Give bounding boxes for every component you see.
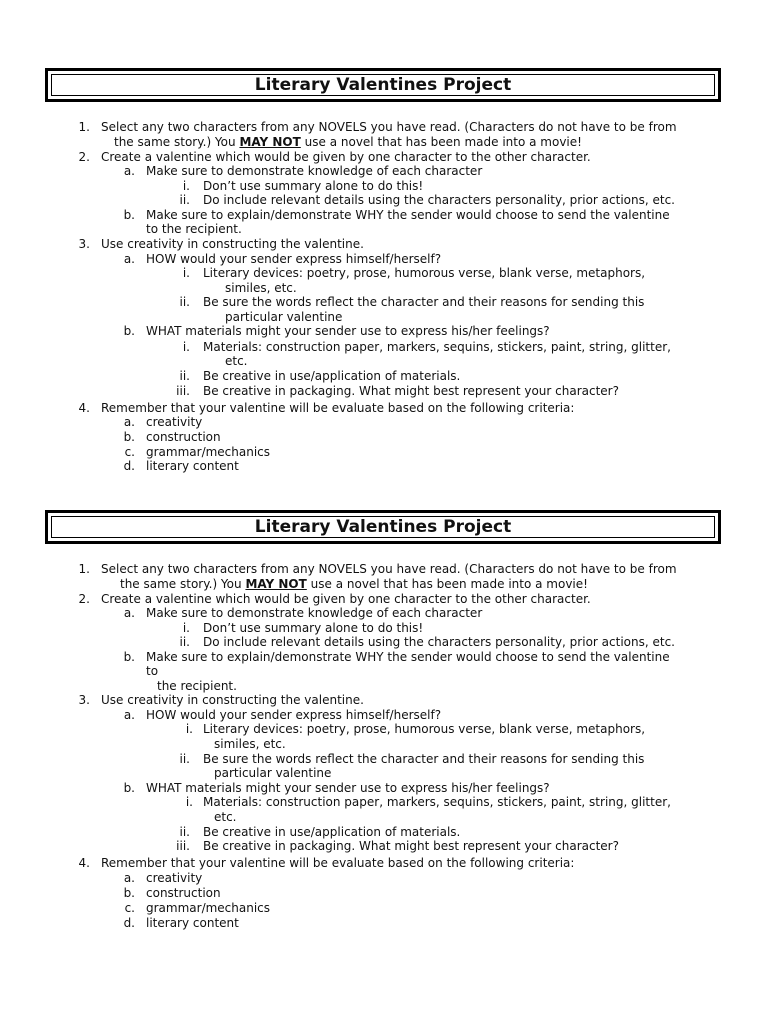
item-3b-text: WHAT materials might your sender use to express his/her feelings? [146, 781, 550, 795]
item-4d-number: d. [123, 459, 135, 473]
item-4d-text: literary content [146, 459, 239, 473]
item-3ai-continuation: similes, etc. [214, 737, 286, 751]
item-2ai-text: Don’t use summary alone to do this! [203, 179, 424, 193]
item-2b-number: b. [123, 650, 135, 664]
may-not-emphasis: MAY NOT [239, 135, 301, 149]
item-2b-text: Make sure to explain/demonstrate WHY the sender would choose to send the valentine [146, 650, 670, 664]
item-3bii-text: Be creative in use/application of materials. [203, 369, 461, 383]
item-3bi-text: Materials: construction paper, markers, sequins, stickers, paint, string, glitter, [203, 795, 671, 809]
item-4-number: 4. [78, 401, 90, 415]
item-3-text: Use creativity in constructing the valentine. [101, 237, 364, 251]
item-3biii-text: Be creative in packaging. What might best represent your character? [203, 384, 619, 398]
item-4c-number: c. [124, 901, 135, 915]
item-3a-number: a. [123, 252, 135, 266]
title-box-2 [45, 510, 721, 544]
item-3b-number: b. [123, 324, 135, 338]
item-3aii-number: ii. [179, 752, 190, 766]
item-3ai-text: Literary devices: poetry, prose, humorous verse, blank verse, metaphors, [203, 722, 646, 736]
item-2a-text: Make sure to demonstrate knowledge of each character [146, 164, 483, 178]
item-4c-text: grammar/mechanics [146, 901, 271, 915]
item-4-text: Remember that your valentine will be evaluate based on the following criteria: [101, 856, 575, 870]
item-1-text: Select any two characters from any NOVELS you have read. (Characters do not have to be from [101, 562, 677, 576]
item-2b-continuation: to the recipient. [146, 222, 242, 236]
item-3bi-continuation: etc. [225, 354, 248, 368]
item-3aii-number: ii. [179, 295, 190, 309]
item-2a-number: a. [123, 606, 135, 620]
item-3aii-continuation: particular valentine [214, 766, 332, 780]
item-4-number: 4. [78, 856, 90, 870]
item-3ai-number: i. [185, 722, 193, 736]
item-2ai-number: i. [182, 179, 190, 193]
may-not-emphasis: MAY NOT [245, 577, 307, 591]
item-3-number: 3. [78, 237, 90, 251]
item-3ai-text: Literary devices: poetry, prose, humorous verse, blank verse, metaphors, [203, 266, 646, 280]
title-box-1 [45, 68, 721, 102]
item-2aii-number: ii. [179, 635, 190, 649]
item-2b-continuation-recipient: the recipient. [157, 679, 237, 693]
item-4b-number: b. [123, 886, 135, 900]
item-4a-number: a. [123, 871, 135, 885]
item-4a-text: creativity [146, 871, 203, 885]
item-3bi-number: i. [182, 340, 190, 354]
item-2a-text: Make sure to demonstrate knowledge of each character [146, 606, 483, 620]
item-1-number: 1. [78, 562, 90, 576]
item-3a-number: a. [123, 708, 135, 722]
item-4-text: Remember that your valentine will be evaluate based on the following criteria: [101, 401, 575, 415]
item-2-text: Create a valentine which would be given by one character to the other character. [101, 592, 591, 606]
item-3ai-continuation: similes, etc. [225, 281, 297, 295]
item-2-number: 2. [78, 592, 90, 606]
item-3aii-continuation: particular valentine [225, 310, 343, 324]
item-4d-number: d. [123, 916, 135, 930]
item-2b-continuation-to: to [146, 664, 159, 678]
item-2-number: 2. [78, 150, 90, 164]
item-2aii-text: Do include relevant details using the characters personality, prior actions, etc. [203, 635, 675, 649]
item-3a-text: HOW would your sender express himself/herself? [146, 708, 442, 722]
item-4b-text: construction [146, 886, 221, 900]
item-2b-text: Make sure to explain/demonstrate WHY the sender would choose to send the valentine [146, 208, 670, 222]
item-3biii-text: Be creative in packaging. What might best represent your character? [203, 839, 619, 853]
item-3biii-number: iii. [176, 839, 190, 853]
item-2ai-number: i. [182, 621, 190, 635]
item-3a-text: HOW would your sender express himself/herself? [146, 252, 442, 266]
item-2aii-text: Do include relevant details using the characters personality, prior actions, etc. [203, 193, 675, 207]
item-2-text: Create a valentine which would be given by one character to the other character. [101, 150, 591, 164]
item-4d-text: literary content [146, 916, 239, 930]
item-4c-number: c. [124, 445, 135, 459]
item-3aii-text: Be sure the words reflect the character and their reasons for sending this [203, 752, 645, 766]
item-4a-number: a. [123, 415, 135, 429]
item-2aii-number: ii. [179, 193, 190, 207]
item-1-continuation: the same story.) You MAY NOT use a novel that has been made into a movie! [114, 135, 582, 149]
item-3-number: 3. [78, 693, 90, 707]
item-1-continuation: the same story.) You MAY NOT use a novel that has been made into a movie! [120, 577, 588, 591]
item-3bii-number: ii. [179, 369, 190, 383]
item-3ai-number: i. [182, 266, 190, 280]
item-4a-text: creativity [146, 415, 203, 429]
item-3bi-number: i. [185, 795, 193, 809]
item-3b-number: b. [123, 781, 135, 795]
item-1-text: Select any two characters from any NOVELS you have read. (Characters do not have to be from [101, 120, 677, 134]
item-3bi-text: Materials: construction paper, markers, sequins, stickers, paint, string, glitter, [203, 340, 671, 354]
item-3b-text: WHAT materials might your sender use to express his/her feelings? [146, 324, 550, 338]
item-4c-text: grammar/mechanics [146, 445, 271, 459]
item-4b-text: construction [146, 430, 221, 444]
item-3bi-continuation: etc. [214, 810, 237, 824]
item-3bii-text: Be creative in use/application of materials. [203, 825, 461, 839]
item-2b-number: b. [123, 208, 135, 222]
page-title-1: Literary Valentines Project [51, 74, 715, 96]
page-title-2: Literary Valentines Project [51, 516, 715, 538]
item-1-number: 1. [78, 120, 90, 134]
item-3biii-number: iii. [176, 384, 190, 398]
item-3aii-text: Be sure the words reflect the character and their reasons for sending this [203, 295, 645, 309]
item-2ai-text: Don’t use summary alone to do this! [203, 621, 424, 635]
item-2a-number: a. [123, 164, 135, 178]
item-3-text: Use creativity in constructing the valentine. [101, 693, 364, 707]
item-4b-number: b. [123, 430, 135, 444]
item-3bii-number: ii. [179, 825, 190, 839]
